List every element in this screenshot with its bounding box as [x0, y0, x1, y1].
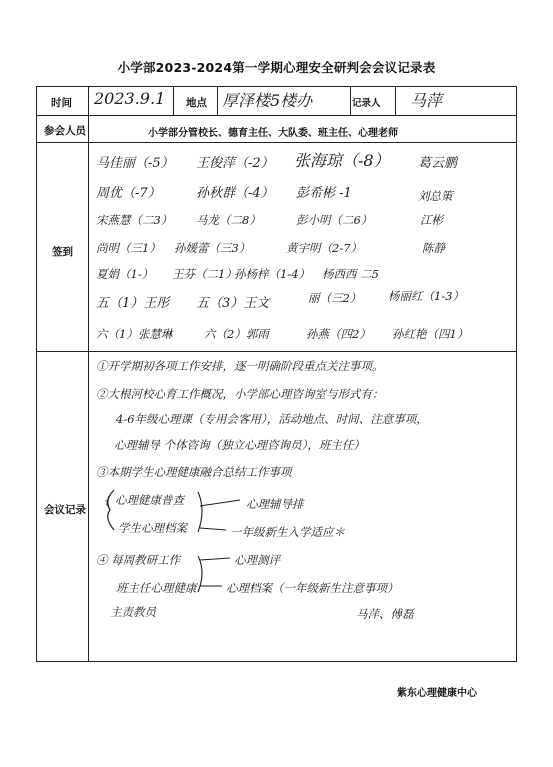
bracket-mark — [198, 492, 202, 532]
signature: 孙燕（四2） — [306, 327, 371, 341]
page-title: 小学部2023-2024第一学期心理安全研判会会议记录表 — [117, 60, 436, 75]
location-value: 厚泽楼5楼办 — [222, 91, 313, 110]
signature: 丽（三2） — [308, 291, 362, 305]
minutes-line: 一年级新生入学适应＊ — [230, 525, 345, 539]
minutes-line: ④ 每周教研工作 — [96, 553, 181, 567]
signature: 宋燕慧（二3） — [96, 213, 173, 227]
attendees-label: 参会人员 — [44, 125, 86, 137]
signature: 孙杨梓（1-4） — [234, 267, 311, 281]
signature: 江彬 — [420, 213, 443, 227]
signature: 黄宇明（2-7） — [286, 241, 363, 255]
time-value: 2023.9.1 — [94, 89, 166, 108]
signature: 马龙（二8） — [196, 213, 261, 227]
signature: 六（1）张慧琳 — [96, 327, 173, 341]
minutes-line: 4-6年级心理课（专用会客用），活动地点、时间、注意事项， — [116, 412, 428, 426]
signature: 张海琼（-8） — [294, 151, 390, 170]
minutes-line: 心理辅导排 — [246, 497, 304, 511]
minutes-line: 主责教员 — [110, 605, 156, 619]
signature: 王芬（二1） — [172, 267, 237, 281]
signature: 尚明（三1） — [96, 241, 161, 255]
time-label: 时间 — [51, 97, 72, 109]
signature: 六（2）郭雨 — [204, 327, 269, 341]
recorder-label: 记录人 — [352, 98, 381, 109]
signature: 葛云鹏 — [418, 156, 458, 171]
footer-organization: 紫东心理健康中心 — [397, 688, 477, 699]
minutes-line: 马萍、傅磊 — [356, 607, 414, 621]
signature: 孙媛蕾（三3） — [174, 241, 251, 255]
brace-mark — [108, 490, 114, 530]
signature: 王俊萍（-2） — [196, 156, 274, 171]
connector-line — [200, 528, 226, 530]
minutes-line: 心理档案（一年级新生注意事项） — [226, 581, 399, 595]
signature: 孙秋群（-4） — [196, 186, 274, 201]
minutes-line: 心理测评 — [234, 553, 280, 567]
minutes-line: 学生心理档案 — [118, 521, 187, 535]
signature: 孙红艳（四1） — [392, 327, 469, 341]
signature: 夏娟（1-） — [96, 267, 154, 281]
signature: 马佳丽（-5） — [96, 156, 174, 171]
minutes-line: { 心理健康普查 — [104, 493, 184, 507]
connector-line — [200, 500, 240, 506]
signature: 五（3）王文 — [196, 296, 270, 311]
location-label: 地点 — [186, 97, 207, 109]
minutes-line: 心理辅导 个体咨询（独立心理咨询员），班主任） — [114, 438, 365, 452]
signature: 杨丽红（1-3） — [388, 289, 465, 303]
signature: 周优（-7） — [96, 186, 161, 201]
signin-label: 签到 — [52, 246, 73, 258]
attendees-value: 小学部分管校长、德育主任、大队委、班主任、心理老师 — [148, 128, 398, 139]
signature: 刘总策 — [418, 189, 453, 203]
signature: 陈静 — [422, 241, 445, 255]
signature: 彭希彬 -1 — [296, 186, 352, 201]
minutes-line: ②大根河校心育工作概况，小学部心理咨询室与形式有： — [96, 387, 384, 401]
connector-line — [200, 558, 230, 560]
signature: 彭小明（二6） — [296, 213, 373, 227]
signature: 五（1）王彤 — [96, 296, 170, 311]
minutes-line: ③本期学生心理健康融合总结工作事项 — [96, 465, 292, 479]
recorder-value: 马萍 — [410, 91, 443, 110]
bracket-mark — [198, 556, 202, 592]
signature: 杨西西 二5 — [322, 267, 379, 281]
minutes-label: 会议记录 — [44, 504, 86, 516]
minutes-line: 班主任心理健康 — [116, 581, 197, 595]
minutes-line: ①开学期初各项工作安排，逐一明确阶段重点关注事项。 — [96, 359, 384, 373]
